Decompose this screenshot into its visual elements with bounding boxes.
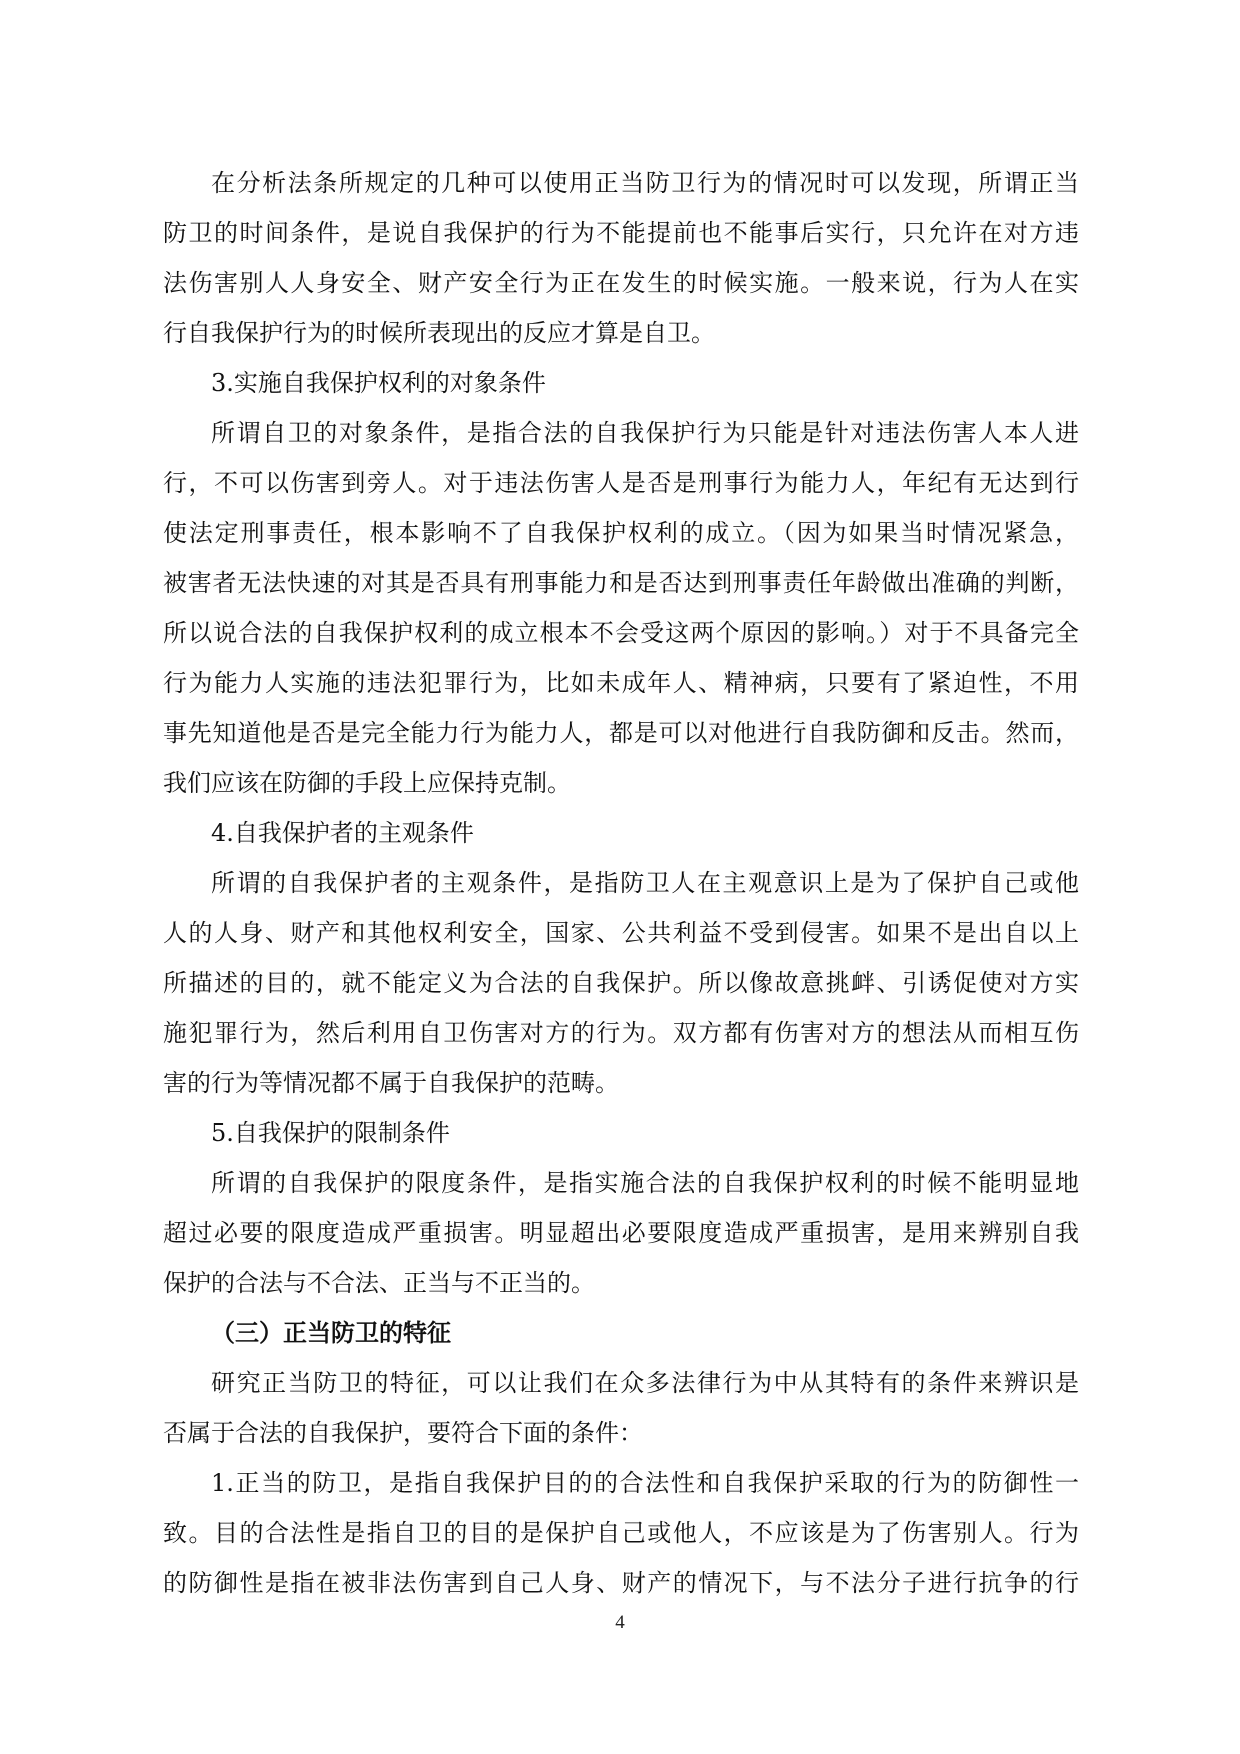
paragraph-line: 法伤害别人人身安全、财产安全行为正在发生的时候实施。一般来说，行为人在实 <box>163 269 1079 297</box>
paragraph-line: 行，不可以伤害到旁人。对于违法伤害人是否是刑事行为能力人，年纪有无达到行 <box>163 469 1079 497</box>
paragraph-line: 被害者无法快速的对其是否具有刑事能力和是否达到刑事责任年龄做出准确的判断， <box>163 569 1079 597</box>
paragraph-line: 行为能力人实施的违法犯罪行为，比如未成年人、精神病，只要有了紧迫性，不用 <box>163 669 1079 697</box>
paragraph-line: 施犯罪行为，然后利用自卫伤害对方的行为。双方都有伤害对方的想法从而相互伤 <box>163 1019 1079 1047</box>
paragraph-line: 事先知道他是否是完全能力行为能力人，都是可以对他进行自我防御和反击。然而， <box>163 719 1079 747</box>
paragraph-line: 研究正当防卫的特征，可以让我们在众多法律行为中从其特有的条件来辨识是 <box>211 1369 1079 1397</box>
paragraph-line: 所谓的自我保护的限度条件，是指实施合法的自我保护权利的时候不能明显地 <box>211 1169 1079 1197</box>
paragraph-line: 所以说合法的自我保护权利的成立根本不会受这两个原因的影响。）对于不具备完全 <box>163 619 1079 647</box>
paragraph-line: 所谓自卫的对象条件，是指合法的自我保护行为只能是针对违法伤害人本人进 <box>211 419 1079 447</box>
paragraph-line: 我们应该在防御的手段上应保持克制。 <box>163 769 571 797</box>
section-heading-bold: （三）正当防卫的特征 <box>211 1318 451 1347</box>
paragraph-line: 保护的合法与不合法、正当与不正当的。 <box>163 1269 595 1297</box>
section-heading-5: 5.自我保护的限制条件 <box>211 1119 450 1147</box>
paragraph-line: 1.正当的防卫，是指自我保护目的的合法性和自我保护采取的行为的防御性一 <box>211 1469 1079 1497</box>
paragraph-line: 在分析法条所规定的几种可以使用正当防卫行为的情况时可以发现，所谓正当 <box>211 169 1079 197</box>
paragraph-line: 行自我保护行为的时候所表现出的反应才算是自卫。 <box>163 319 715 347</box>
paragraph-line: 防卫的时间条件，是说自我保护的行为不能提前也不能事后实行，只允许在对方违 <box>163 219 1079 247</box>
section-heading-3: 3.实施自我保护权利的对象条件 <box>211 369 546 397</box>
paragraph-line: 所描述的目的，就不能定义为合法的自我保护。所以像故意挑衅、引诱促使对方实 <box>163 969 1079 997</box>
section-heading-4: 4.自我保护者的主观条件 <box>211 819 474 847</box>
paragraph-line: 的防御性是指在被非法伤害到自己人身、财产的情况下，与不法分子进行抗争的行 <box>163 1569 1079 1597</box>
paragraph-line: 人的人身、财产和其他权利安全，国家、公共利益不受到侵害。如果不是出自以上 <box>163 919 1079 947</box>
page-number: 4 <box>615 1612 625 1633</box>
paragraph-line: 否属于合法的自我保护，要符合下面的条件： <box>163 1419 643 1447</box>
body-text <box>163 158 1079 1608</box>
paragraph-line: 超过必要的限度造成严重损害。明显超出必要限度造成严重损害，是用来辨别自我 <box>163 1219 1079 1247</box>
paragraph-line: 致。目的合法性是指自卫的目的是保护自己或他人，不应该是为了伤害别人。行为 <box>163 1519 1079 1547</box>
paragraph-line: 害的行为等情况都不属于自我保护的范畴。 <box>163 1069 619 1097</box>
paragraph-line: 所谓的自我保护者的主观条件，是指防卫人在主观意识上是为了保护自己或他 <box>211 869 1079 897</box>
paragraph-line: 使法定刑事责任，根本影响不了自我保护权利的成立。（因为如果当时情况紧急， <box>163 519 1079 547</box>
